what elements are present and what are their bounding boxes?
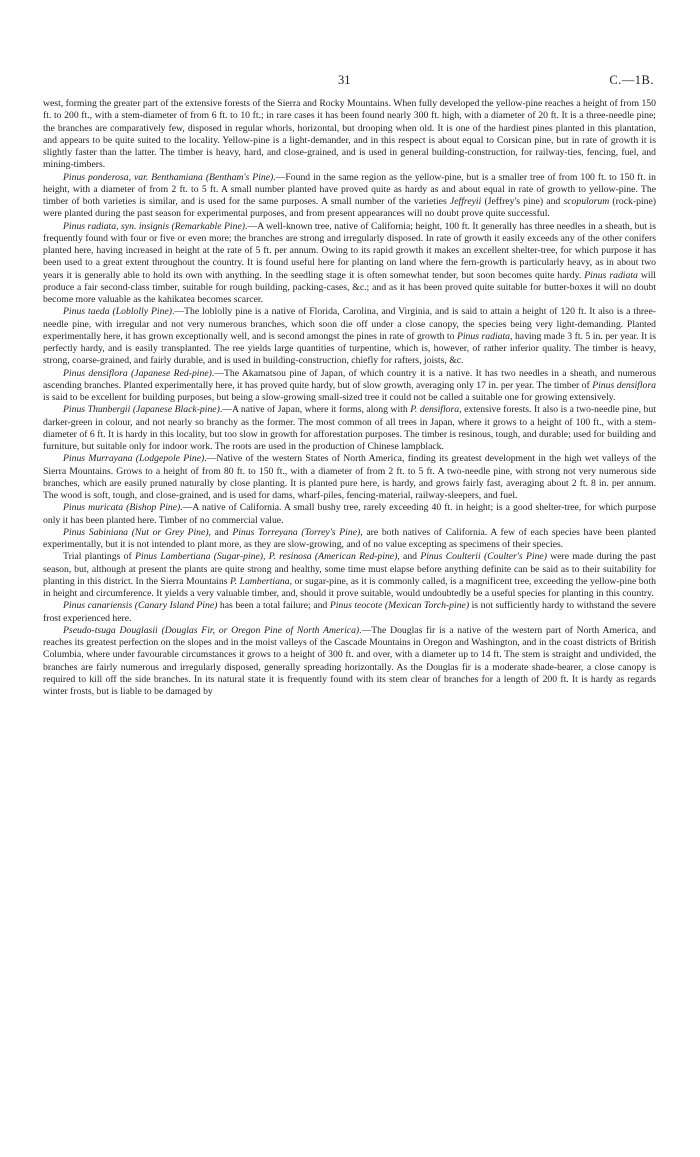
italic-text: Pinus densiflora [592, 379, 656, 391]
text-run: , are both natives of California. A few of each species have been planted experimentally, but it is not intended to plant more, as they are slow-growing, and of no value excepting as specimens of their species. [43, 526, 656, 550]
italic-text: Jeffreyii [449, 196, 482, 207]
italic-text: Pinus Sabiniana (Nut or Grey Pine) [63, 526, 209, 538]
text-run: .—The Akamatsou pine of Japan, of which country it is a native. It has two needles in a sheath, and numerous ascending branches. Planted experimentally here, it has proved quite hardy, but of slow growth, averaging only 17 in. per year. The timber of [43, 367, 657, 391]
italic-text: Pinus densiflora (Japanese Red-pine) [63, 367, 212, 379]
paragraph [43, 453, 656, 502]
italic-text: Pinus Torreyana (Torrey's Pine) [232, 526, 361, 538]
text-run: , [263, 551, 269, 563]
italic-text: Pinus radiata [456, 330, 511, 342]
text-run: , and [397, 551, 421, 563]
italic-text: P. densiflora [410, 404, 460, 416]
text-run: west, forming the greater part of the extensive forests of the Sierra and Rocky Mountains. When fully developed the yellow-pine reaches a height of from 150 ft. to 200 ft., with a stem-diameter of from 6 ft. to 10 ft.; in rare cases it has been found nearly 300 ft. high, with a diameter of 20 ft. It is a three-needle pine; the branches are comparatively few, disposed in regular whorls, horizontal, but drooping when old. It is one of the hardiest pines planted in this plantation, and appears to be quite suited to the locality. Yellow-pine is a light-demander, and in this respect is about equal to Corsican pine, but in rate of growth it is slightly faster than the latter. The timber is heavy, hard, and close-grained, and is used in general building-construction, for railway-ties, fencing, fuel, and mining-timbers. [43, 98, 656, 171]
paragraph [43, 527, 656, 552]
italic-text: P. Lambertiana [229, 575, 290, 587]
italic-text: Pinus muricata (Bishop Pine) [63, 502, 181, 514]
text-run: .—The Douglas fir is a native of the western part of North America, and reaches its greatest perfection on the slopes and in the moist valleys of the Cascade Mountains in Oregon and Washington, and in the coast districts of British Columbia, where under favourable circumstances it grows to a height of 300 ft. and over, with a diameter up to 14 ft. The stem is straight and undivided, the branches are fairly numerous and irregularly disposed, generally spreading horizontally. As the Douglas fir is a moderate shade-bearer, a close canopy is required to kill off the side branches. In its natural state it is frequently found with its stem clear of branches for a length of 200 ft. It is hardy as regards winter frosts, but is liable to be damaged by [43, 624, 656, 697]
italic-text: Pinus teocote (Mexican Torch-pine) [329, 600, 470, 612]
italic-text: Pinus Thunbergii (Japanese Black-pine) [63, 404, 220, 416]
paragraph [43, 172, 656, 221]
text-run: , extensive forests. It also is a two-needle pine, but darker-green in colour, and not nearly so branchy as the former. The most common of all trees in Japan, where it grows to a height of 100 ft., with a stem-diameter of 6 ft. It is hardy in this locality, but too slow in growth for afforestation purposes. The timber is resinous, tough, and durable; used for building and furniture, but suitable only for indoor work. The roots are used in the production of Chinese lampblack. [43, 404, 656, 452]
text-run: .—Native of the western States of North America, finding its greatest development in the high wet valleys of the Sierra Mountains. Grows to a height of from 80 ft. to 150 ft., with a diameter of from 2 ft. to 5 ft. A two-needle pine, with strong not very numerous side branches, which are easily pruned naturally by close planting. It is planted pure here, is hardy, and grows fairly fast, averaging about 2 ft. 8 in. per annum. The wood is soft, tough, and close-grained, and is used for dams, wharf-piles, fencing-material, railway-sleepers, and fuel. [43, 453, 657, 501]
italic-text: Pinus Coulterii (Coulter's Pine) [420, 551, 547, 563]
text-run: is not sufficiently hardy to withstand the severe frost experienced here. [43, 600, 656, 624]
italic-text: scopulorum [563, 196, 610, 207]
paragraph [43, 502, 656, 527]
text-run: has been a total failure; and [217, 600, 330, 612]
italic-text: Pinus radiata [584, 269, 638, 281]
italic-text: Pseudo-tsuga Douglasii (Douglas Fir, or Oregon Pine of North America) [63, 624, 360, 636]
text-run: .—A well-known tree, native of California; height, 100 ft. It generally has three needles in a sheath, but is frequently found with four or five or even more; the branches are strong and irregularly disposed. In rate of growth it easily exceeds any of the other conifers planted here, having increased in height at the rate of 5 ft. per annum. Owing to its rapid growth it makes an excellent shelter-tree, for which purpose it has been used to a great extent throughout the country. It is found useful here for planting on land where the fern-growth is particularly heavy, as in about two years it is generally able to hold its own with anything. In the seedling stage it is often somewhat tender, but soon becomes quite hardy. [43, 220, 656, 281]
section-code: C.—1B. [609, 73, 654, 87]
text-run: , having made 3 ft. 5 in. per year. It is perfectly hardy, and is easily transplanted. The ree yields large quantities of turpentine, which is, however, of rather inferior quality. The timber is heavy, strong, coarse-grained, and fairly durable, and is used in building-construction, chiefly for rafters, joists, &c. [43, 330, 656, 367]
body-text [43, 98, 656, 698]
text-run: , or sugar-pine, as it is commonly called, is a magnificent tree, exceeding the yellow-pine both in height and circumference. It yields a very valuable timber, and, should it prove suitable, would undoubtedly be a useful species for planting in this country. [43, 575, 656, 599]
italic-text: Pinus radiata, syn. insignis (Remarkable Pine) [63, 220, 245, 232]
paragraph [43, 600, 656, 625]
paragraph [43, 98, 656, 172]
text-run: Trial plantings of [63, 551, 135, 563]
text-run: will produce a fair second-class timber, suitable for rough building, packing-cases, &c.; and as it has been proved quite suitable for butter-boxes it will no doubt become more valuable as the kahikatea becomes scarcer. [43, 269, 656, 305]
paragraph [43, 221, 656, 307]
paragraph [43, 625, 656, 699]
page-number: 31 [338, 73, 351, 87]
paragraph [43, 368, 656, 405]
text-run: were made during the past season, but, although at present the plants are quite strong and healthy, some time must elapse before anything definite can be said as to their suitability for planting in this district. In the Sierra Mountains [43, 551, 656, 587]
italic-text: Pinus canariensis (Canary Island Pine) [63, 600, 218, 612]
italic-text: Pinus Murrayana (Lodgepole Pine) [63, 453, 205, 465]
text-run: , and [208, 526, 233, 538]
text-run: .—The loblolly pine is a native of Florida, Carolina, and Virginia, and is said to attain a height of 120 ft. It also is a three-needle pine, with irregular and not very numerous branches, which soon die off under a close canopy, the species being very light-demanding. Planted experimentally here, it has grown exceptionally well, and is second amongst the pines in rate of growth to [43, 306, 656, 342]
paragraph [43, 404, 656, 453]
text-run: .—A native of California. A small bushy tree, rarely exceeding 40 ft. in height; is a good shelter-tree, for which purpose only it has been planted here. Timber of no commercial value. [43, 502, 656, 526]
italic-text: Pinus ponderosa, var. Benthamiana (Bentham's Pine) [63, 171, 274, 183]
text-run: (Jeffrey's pine) and [481, 196, 564, 207]
text-run: (rock-pine) were planted during the past season for experimental purposes, and from present appearances will no doubt prove quite successful. [43, 196, 656, 220]
italic-text: Pinus Lambertiana (Sugar-pine) [134, 551, 264, 563]
paragraph [43, 306, 656, 367]
text-run: is said to be excellent for building purposes, but being a slow-growing small-sized tree it could not be called a suitable one for growing extensively. [43, 392, 616, 403]
page-header [0, 74, 700, 90]
italic-text: Pinus taeda (Loblolly Pine) [63, 306, 172, 318]
paragraph [43, 551, 656, 600]
italic-text: P. resinosa (American Red-pine) [268, 551, 398, 563]
text-run: .—Found in the same region as the yellow-pine, but is a smaller tree of from 100 ft. to 150 ft. in height, with a diameter of from 2 ft. to 5 ft. A small number planted have proved quite as hardy as and about equal in rate of growth to yellow-pine. The timber of both varieties is similar, and is used for the same purposes. A small number of the varieties [43, 171, 656, 207]
text-run: .—A native of Japan, where it forms, along with [219, 404, 411, 416]
